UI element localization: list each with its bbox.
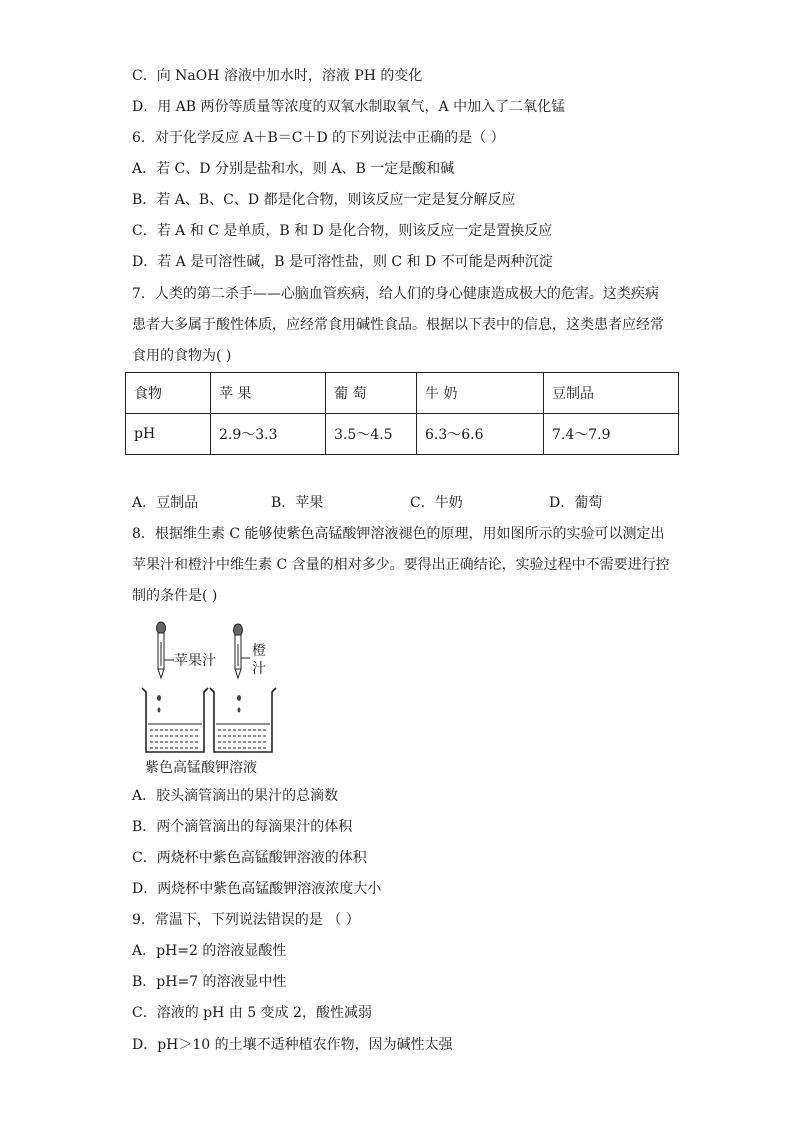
label-orange-juice-2: 汁 bbox=[252, 661, 266, 677]
table-cell: 3.5～4.5 bbox=[326, 414, 417, 455]
q8-option-a: A．胶头滴管滴出的果汁的总滴数 bbox=[132, 788, 339, 804]
q8-stem-line2: 苹果汁和橙汁中维生素 C 含量的相对多少。要得出正确结论，实验过程中不需要进行控 bbox=[132, 557, 670, 573]
q5-option-c: C．向 NaOH 溶液中加水时，溶液 PH 的变化 bbox=[132, 68, 423, 84]
q7-option-b: B．苹果 bbox=[271, 495, 324, 511]
q7-stem-line1: 7．人类的第二杀手——心脑血管疾病，给人们的身心健康造成极大的危害。这类疾病 bbox=[132, 286, 659, 302]
food-ph-table bbox=[125, 372, 679, 455]
q9-option-c: C．溶液的 pH 由 5 变成 2，酸性减弱 bbox=[132, 1005, 372, 1021]
figure-caption: 紫色高锰酸钾溶液 bbox=[145, 760, 257, 776]
table-cell: 6.3～6.6 bbox=[417, 414, 544, 455]
q5-option-d: D．用 AB 两份等质量等浓度的双氧水制取氧气，A 中加入了二氧化锰 bbox=[132, 99, 566, 115]
q8-option-c: C．两烧杯中紫色高锰酸钾溶液的体积 bbox=[132, 850, 367, 866]
label-orange-juice-1: 橙 bbox=[252, 643, 266, 659]
beaker-left-icon bbox=[142, 688, 208, 752]
q7-option-d: D．葡萄 bbox=[549, 495, 603, 511]
q6-option-a: A．若 C、D 分别是盐和水，则 A、B 一定是酸和碱 bbox=[132, 161, 455, 177]
q6-option-c: C．若 A 和 C 是单质，B 和 D 是化合物，则该反应一定是置换反应 bbox=[132, 223, 553, 239]
q6-stem: 6．对于化学反应 A＋B＝C＋D 的下列说法中正确的是（ ） bbox=[132, 130, 505, 146]
q7-stem-line2: 患者大多属于酸性体质，应经常食用碱性食品。根据以下表中的信息，这类患者应经常 bbox=[132, 317, 664, 333]
table-cell: pH bbox=[126, 414, 211, 455]
q8-stem-line1: 8．根据维生素 C 能够使紫色高锰酸钾溶液褪色的原理，用如图所示的实验可以测定出 bbox=[132, 526, 665, 542]
table-cell: 食物 bbox=[126, 373, 211, 414]
table-header-row bbox=[126, 373, 679, 414]
q9-stem: 9．常温下，下列说法错误的是 （ ） bbox=[132, 912, 360, 928]
q7-options bbox=[132, 493, 732, 513]
label-apple-juice: 苹果汁 bbox=[174, 653, 216, 669]
q6-option-b: B．若 A、B、C、D 都是化合物，则该反应一定是复分解反应 bbox=[132, 192, 516, 208]
q9-option-d: D．pH＞10 的土壤不适种植农作物，因为碱性太强 bbox=[132, 1037, 453, 1053]
q7-option-a: A．豆制品 bbox=[132, 495, 199, 511]
q9-option-b: B．pH=7 的溶液显中性 bbox=[132, 974, 287, 990]
beaker-right-icon bbox=[210, 688, 276, 752]
q7-stem-line3: 食用的食物为( ) bbox=[132, 348, 232, 364]
table-cell: 2.9～3.3 bbox=[211, 414, 326, 455]
q8-option-b: B．两个滴管滴出的每滴果汁的体积 bbox=[132, 819, 353, 835]
table-cell: 豆制品 bbox=[544, 373, 679, 414]
q9-option-a: A．pH=2 的溶液显酸性 bbox=[132, 943, 287, 959]
table-cell: 苹 果 bbox=[211, 373, 326, 414]
table-cell: 牛 奶 bbox=[417, 373, 544, 414]
table-cell: 葡 萄 bbox=[326, 373, 417, 414]
table-cell: 7.4～7.9 bbox=[544, 414, 679, 455]
table-row bbox=[126, 414, 679, 455]
q8-stem-line3: 制的条件是( ) bbox=[132, 588, 218, 604]
q8-option-d: D．两烧杯中紫色高锰酸钾溶液浓度大小 bbox=[132, 881, 382, 897]
q6-option-d: D．若 A 是可溶性碱，B 是可溶性盐，则 C 和 D 不可能是两种沉淀 bbox=[132, 254, 553, 270]
q7-option-c: C．牛奶 bbox=[410, 495, 463, 511]
dropper-orange-icon bbox=[234, 624, 243, 678]
dropper-apple-icon bbox=[157, 622, 166, 678]
